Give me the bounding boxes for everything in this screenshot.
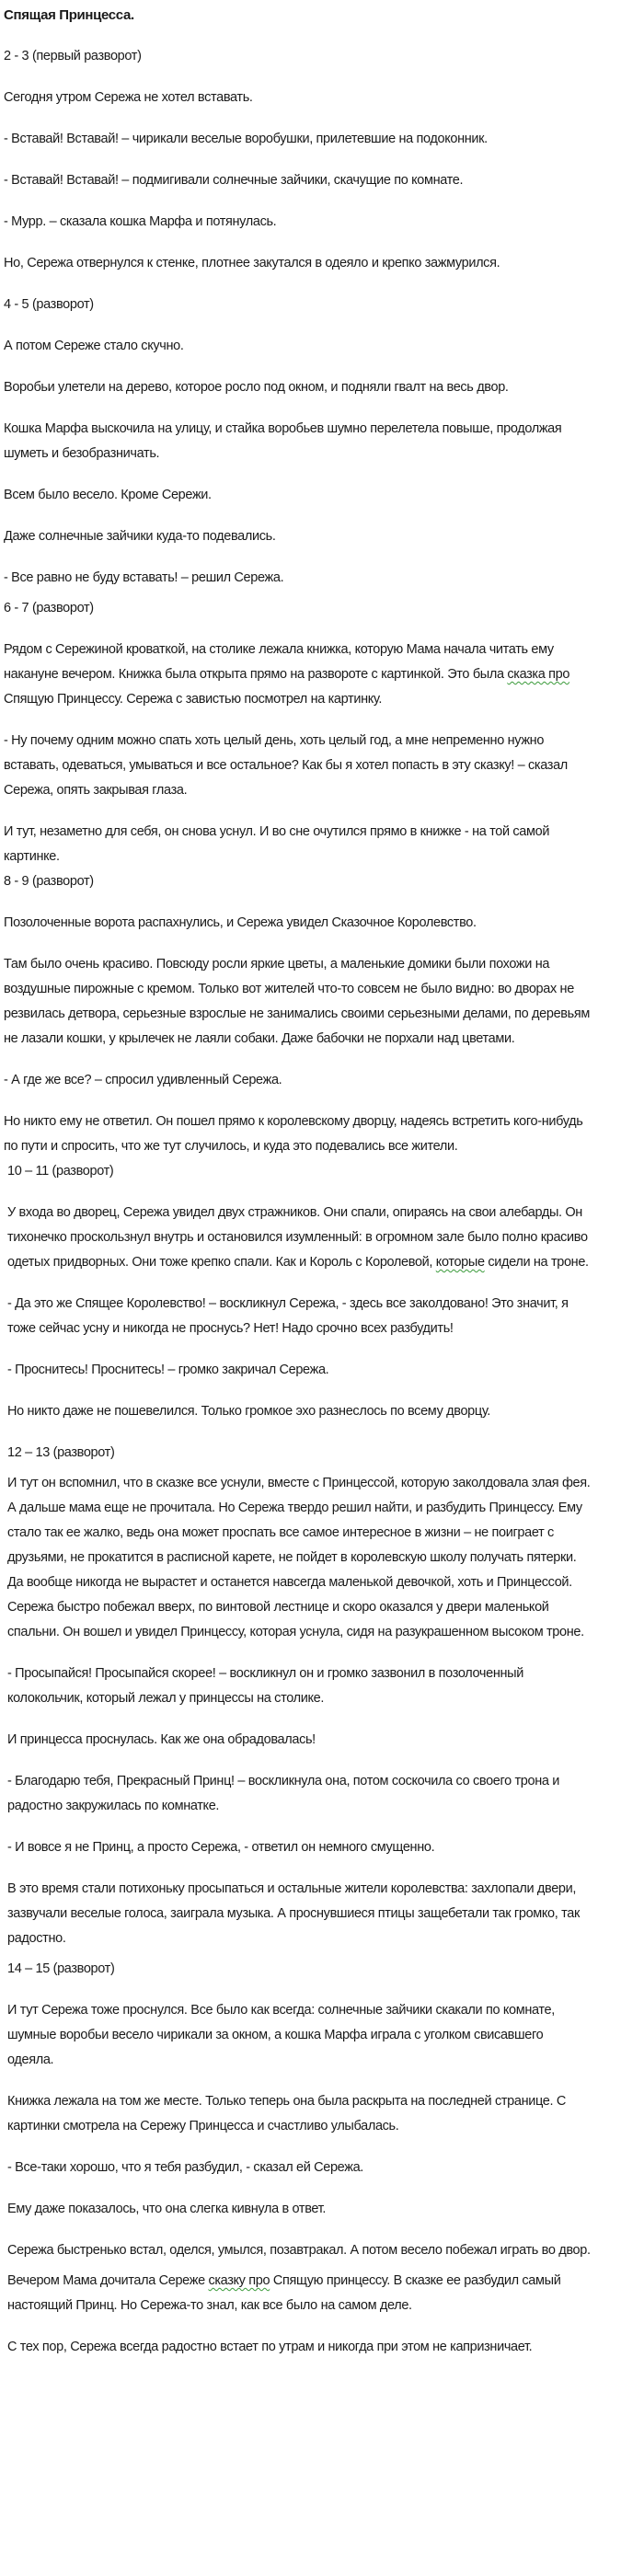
paragraph: В это время стали потихоньку просыпаться и остальные жители королевства: захлопали двери, зазвучали веселые голоса, заиграла музыка. А проснувшиеся птицы защебетали так громко, так радостно. xyxy=(7,1881,580,1946)
paragraph xyxy=(4,2269,592,2318)
paragraph: Даже солнечные зайчики куда-то подевались. xyxy=(4,529,276,544)
paragraph: Сегодня утром Сережа не хотел вставать. xyxy=(4,90,253,105)
paragraph xyxy=(4,1201,592,1275)
paragraph: Но никто даже не пошевелился. Только громкое эхо разнеслось по всему дворцу. xyxy=(7,1404,490,1419)
paragraph: Но никто ему не ответил. Он пошел прямо к королевскому дворцу, надеясь встретить кого-нибудь по пути и спросить, что же тут случилось, и куда это подевались все жители. xyxy=(4,1114,583,1154)
spread-heading: 4 - 5 (разворот) xyxy=(4,297,94,312)
spread-heading: 14 – 15 (разворот) xyxy=(7,1961,115,1976)
paragraph: - Благодарю тебя, Прекрасный Принц! – воскликнула она, потом соскочила со своего трона и радостно закружилась по комнатке. xyxy=(7,1774,560,1813)
text-run: У входа во дворец, Сережа увидел двух стражников. Они спали, опираясь на свои алебарды. Он тихонечко проскользнул внутрь и остановился изумленный: в огромном зале было полно красиво одетых придворных. Они тоже крепко спали. Как и Король с Королевой, xyxy=(7,1205,588,1270)
paragraph: Сережа быстренько встал, оделся, умылся, позавтракал. А потом весело побежал играть во двор. xyxy=(7,2243,591,2258)
text-run: сидели на троне. xyxy=(484,1255,589,1270)
paragraph: - А где же все? – спросил удивленный Сережа. xyxy=(4,1073,282,1087)
paragraph: Ему даже показалось, что она слегка кивнула в ответ. xyxy=(7,2202,326,2216)
paragraph: - Мурр. – сказала кошка Марфа и потянулась. xyxy=(4,214,277,229)
closing-paragraph: С тех пор, Сережа всегда радостно встает по утрам и никогда при этом не капризничает. xyxy=(7,2340,533,2354)
paragraph: Но, Сережа отвернулся к стенке, плотнее закутался в одеяло и крепко зажмурился. xyxy=(4,256,500,270)
spread-heading: 2 - 3 (первый разворот) xyxy=(4,49,142,63)
paragraph: - Все-таки хорошо, что я тебя разбудил, - сказал ей Сережа. xyxy=(7,2160,363,2175)
paragraph: - Все равно не буду вставать! – решил Сережа. xyxy=(4,570,284,585)
spellcheck-marked-text[interactable]: которые xyxy=(435,1255,485,1270)
paragraph: Кошка Марфа выскочила на улицу, и стайка воробьев шумно перелетела повыше, продолжая шуметь и безобразничать. xyxy=(4,421,562,461)
paragraph: - Просыпайся! Просыпайся скорее! – воскликнул он и громко зазвонил в позолоченный колокольчик, который лежал у принцессы на столике. xyxy=(7,1666,523,1706)
document-title: Спящая Принцесса. xyxy=(4,7,134,23)
text-run: Рядом с Сережиной кроваткой, на столике лежала книжка, которую Мама начала читать ему накануне вечером. Книжка была открыта прямо на развороте с картинкой. Это была xyxy=(4,642,554,682)
text-run: Спящую принцессу. В сказке ее разбудил самый настоящий Принц. Но Сережа-то знал, как все было на самом деле. xyxy=(7,2273,561,2313)
paragraph: Там было очень красиво. Повсюду росли яркие цветы, а маленькие домики были похожи на воздушные пирожные с кремом. Только вот жителей что-то совсем не было видно: во дворах не резвилась детвора, серьезные взрослые не занимались своими серьезными делами, по деревьям не лазали кошки, у крылечек не лаяли собаки. Даже бабочки не порхали над цветами. xyxy=(4,957,590,1046)
text-run: Спящую Принцессу. Сережа с завистью посмотрел на картинку. xyxy=(4,692,383,707)
paragraph: Воробьи улетели на дерево, которое росло под окном, и подняли гвалт на весь двор. xyxy=(4,380,509,395)
spread-heading: 6 - 7 (разворот) xyxy=(4,601,94,615)
spread-heading: 12 – 13 (разворот) xyxy=(7,1445,115,1460)
paragraph: И тут, незаметно для себя, он снова уснул. И во сне очутился прямо в книжке - на той самой картинке. xyxy=(4,824,550,864)
paragraph xyxy=(4,638,592,712)
paragraph: Сережа быстро побежал вверх, по винтовой лестнице и скоро оказался у двери маленькой спальни. Он вошел и увидел Принцессу, которая уснула, сидя на разукрашенном высоком троне. xyxy=(7,1600,584,1639)
paragraph: И тут Сережа тоже проснулся. Все было как всегда: солнечные зайчики скакали по комнате, шумные воробьи весело чирикали за окном, а кошка Марфа играла с уголком свисавшего одеяла. xyxy=(7,2003,555,2067)
paragraph: И принцесса проснулась. Как же она обрадовалась! xyxy=(7,1732,316,1747)
paragraph: Всем было весело. Кроме Сережи. xyxy=(4,488,212,502)
paragraph: Позолоченные ворота распахнулись, и Сережа увидел Сказочное Королевство. xyxy=(4,915,477,930)
spread-heading: 10 – 11 (разворот) xyxy=(7,1164,114,1179)
paragraph: - Вставай! Вставай! – чирикали веселые воробушки, прилетевшие на подоконник. xyxy=(4,132,488,146)
paragraph: А потом Сереже стало скучно. xyxy=(4,339,184,353)
paragraph: - Проснитесь! Проснитесь! – громко закричал Сережа. xyxy=(7,1363,329,1377)
paragraph: - Вставай! Вставай! – подмигивали солнечные зайчики, скачущие по комнате. xyxy=(4,173,464,188)
paragraph: - Да это же Спящее Королевство! – воскликнул Сережа, - здесь все заколдовано! Это значит, я тоже сейчас усну и никогда не проснусь? Нет! Надо срочно всех разбудить! xyxy=(7,1296,569,1336)
text-run: Вечером Мама дочитала Сереже xyxy=(7,2273,209,2288)
spread-heading: 8 - 9 (разворот) xyxy=(4,874,94,889)
paragraph: Книжка лежала на том же месте. Только теперь она была раскрыта на последней странице. С картинки смотрела на Сережу Принцесса и счастливо улыбалась. xyxy=(7,2094,566,2133)
paragraph: И тут он вспомнил, что в сказке все уснули, вместе с Принцессой, которую заколдовала злая фея. А дальше мама еще не прочитала. Но Сережа твердо решил найти, и разбудить Принцессу. Ему стало так ее жалко, ведь она может проспать все самое интересное в жизни – не поиграет с друзьями, не прокатится в расписной карете, не пойдет в королевскую школу получать пятерки. Да вообще никогда не вырастет и останется навсегда маленькой девочкой, хоть и Принцессой. xyxy=(7,1476,591,1590)
paragraph: - Ну почему одним можно спать хоть целый день, хоть целый год, а мне непременно нужно вставать, одеваться, умываться и все остальное? Как бы я хотел попасть в эту сказку! – сказал Сережа, опять закрывая глаза. xyxy=(4,733,568,798)
spellcheck-marked-text[interactable]: сказка про xyxy=(507,667,570,682)
spellcheck-marked-text[interactable]: сказку про xyxy=(208,2273,270,2288)
paragraph: - И вовсе я не Принц, а просто Сережа, - ответил он немного смущенно. xyxy=(7,1840,435,1855)
